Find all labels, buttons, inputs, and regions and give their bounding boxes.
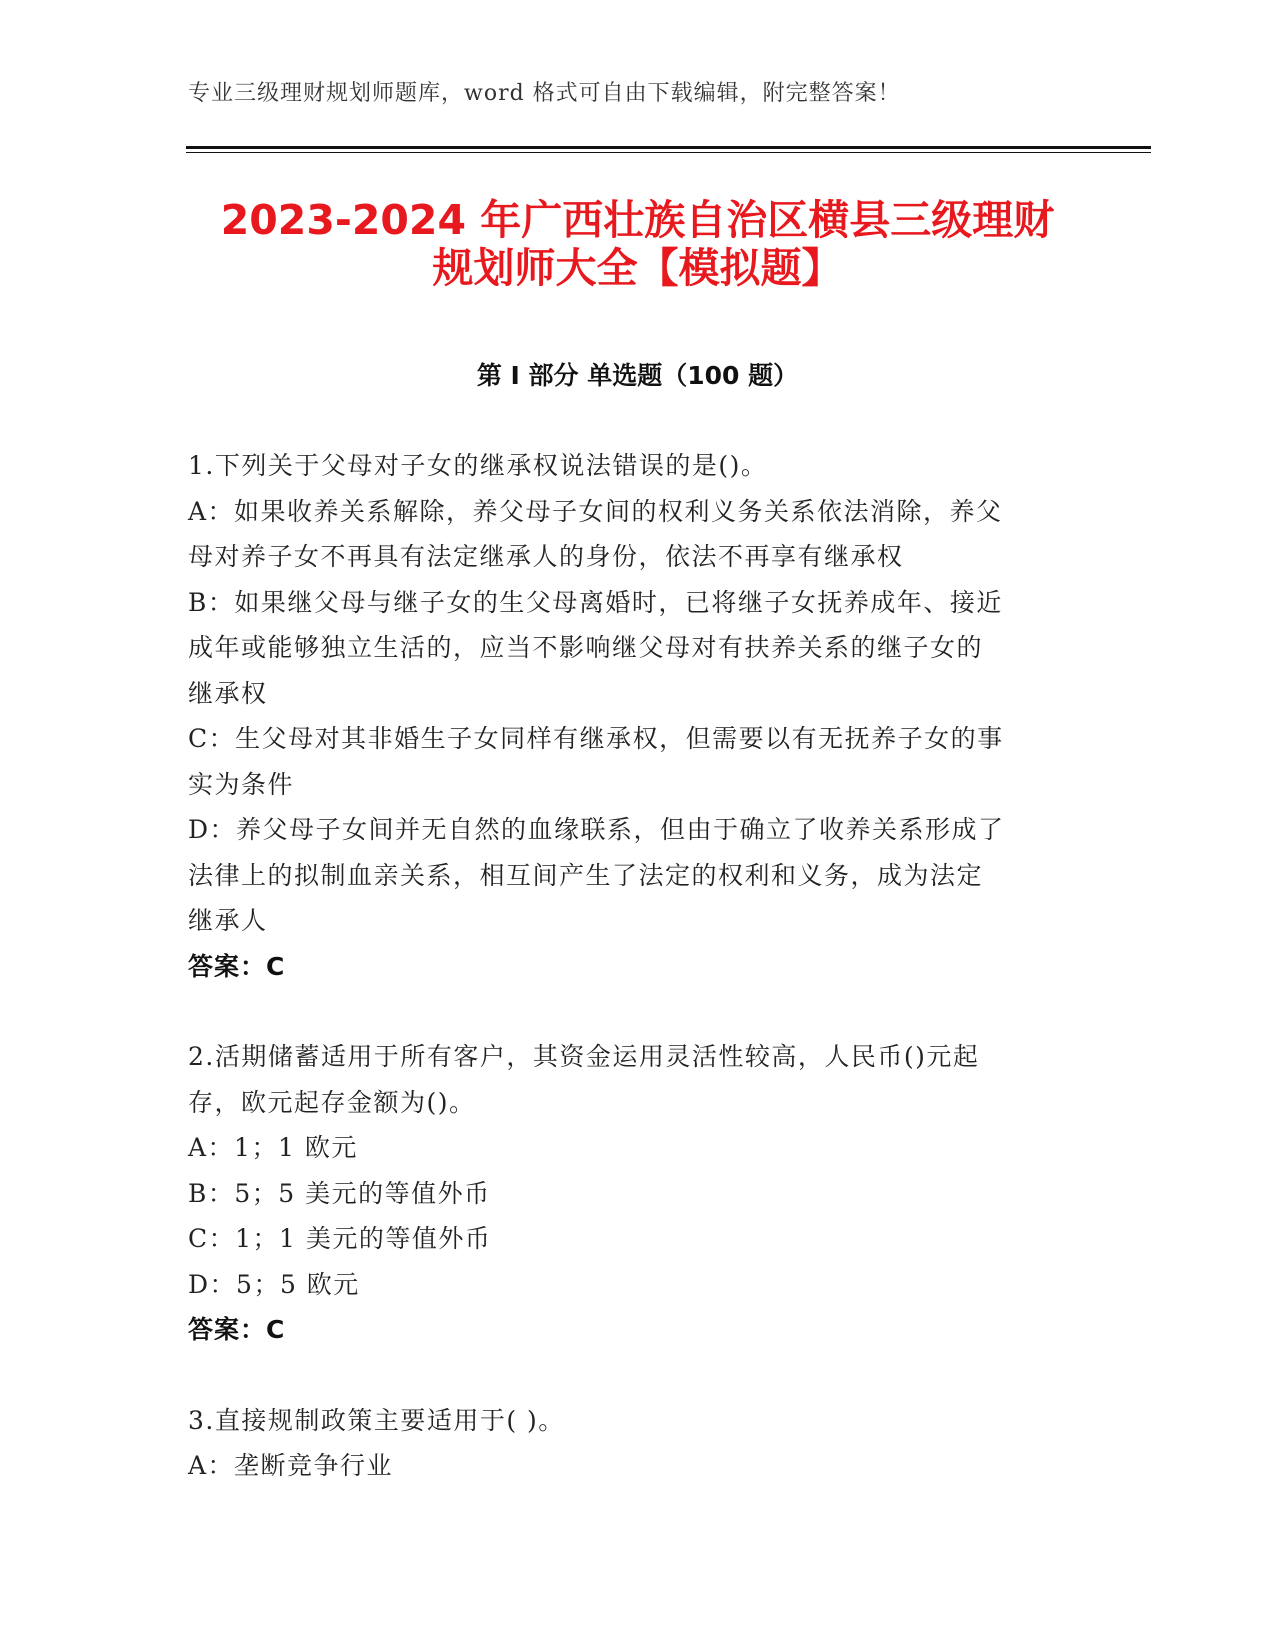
question-2-option-b: B：5；5 美元的等值外币: [188, 1178, 491, 1208]
question-1-option-c-line: C：生父母对其非婚生子女同样有继承权，但需要以有无抚养子女的事: [188, 724, 1004, 753]
header-rule-thick: [186, 146, 1151, 149]
header-rule-thin: [186, 152, 1151, 153]
question-1-option-d-line: 继承人: [188, 906, 268, 935]
question-1-option-d-line: D：养父母子女间并无自然的血缘联系，但由于确立了收养关系形成了: [188, 815, 1005, 844]
question-1-stem-line: 1.下列关于父母对子女的继承权说法错误的是()。: [188, 451, 768, 480]
question-1-option-b-line: 成年或能够独立生活的，应当不影响继父母对有扶养关系的继子女的: [188, 633, 984, 662]
question-list: [188, 443, 1068, 1489]
question-3-stem-line: 3.直接规制政策主要适用于( )。: [188, 1405, 565, 1435]
question-1-answer: 答案：C: [188, 951, 286, 981]
document-title-line-1: 2023-2024 年广西壮族自治区横县三级理财: [220, 196, 1055, 244]
question-2-stem-line: 存，欧元起存金额为()。: [188, 1087, 476, 1117]
question-1-option-b-line: B：如果继父母与继子女的生父母离婚时，已将继子女抚养成年、接近: [188, 587, 1003, 617]
question-1-option-c-line: 实为条件: [188, 769, 295, 799]
document-title-line-2: 规划师大全【模拟题】: [432, 244, 843, 292]
question-1-option-d-line: 法律上的拟制血亲关系，相互间产生了法定的权利和义务，成为法定: [188, 860, 984, 890]
question-2-option-a: A：1；1 欧元: [188, 1133, 358, 1162]
question-1-option-b-line: 继承权: [188, 678, 268, 708]
question-2-option-d: D：5；5 欧元: [188, 1269, 360, 1299]
question-2-option-c: C：1；1 美元的等值外币: [188, 1224, 492, 1253]
document-title: [0, 196, 1275, 292]
question-2-stem-line: 2.活期储蓄适用于所有客户，其资金运用灵活性较高，人民币()元起: [188, 1042, 980, 1071]
question-2: [188, 1034, 1068, 1353]
question-1: [188, 443, 1068, 989]
question-1-option-a-line: 母对养子女不再具有法定继承人的身份，依法不再享有继承权: [188, 542, 904, 571]
question-3-option-a: A：垄断竞争行业: [188, 1451, 394, 1480]
question-1-option-a-line: A：如果收养关系解除，养父母子女间的权利义务关系依法消除，养父: [188, 496, 1003, 526]
section-heading: 第 I 部分 单选题（100 题）: [476, 361, 799, 390]
header-note: 专业三级理财规划师题库，word 格式可自由下载编辑，附完整答案！: [188, 81, 901, 106]
question-3: [188, 1398, 1068, 1489]
question-2-answer: 答案：C: [188, 1315, 286, 1344]
